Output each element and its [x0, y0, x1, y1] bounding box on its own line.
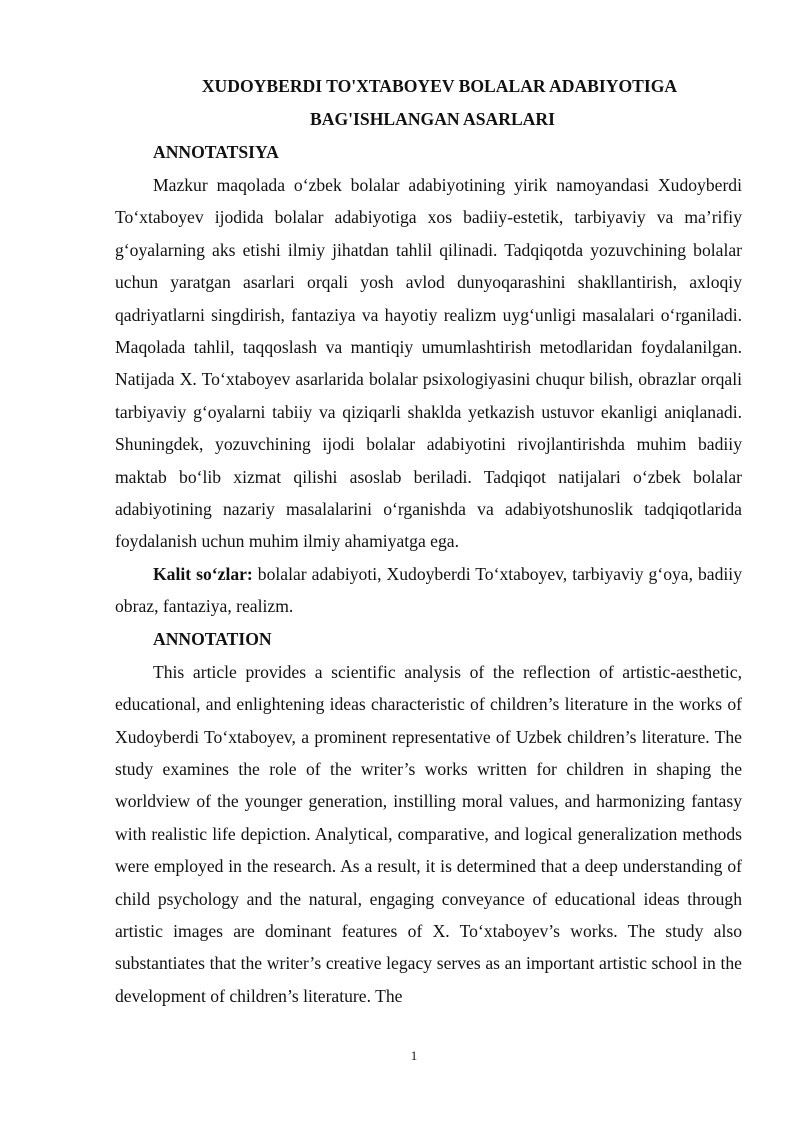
title-line-2: BAG'ISHLANGAN ASARLARI	[310, 109, 555, 129]
annotation-paragraph: This article provides a scientific analysis of the reflection of artistic-aesthetic, educational, and enlightening ideas characteristic of children’s literature in the works of Xudoyberdi To‘xtaboyev, a prominent representative of Uzbek children’s literature. The study examines the role of the writer’s works written for children in shaping the worldview of the younger generation, instilling moral values, and harmonizing fantasy with realistic life depiction. Analytical, comparative, and logical generalization methods were employed in the research. As a result, it is determined that a deep understanding of child psychology and the natural, engaging conveyance of educational ideas through artistic images are dominant features of X. To‘xtaboyev’s works. The study also substantiates that the writer’s creative legacy serves as an important artistic school in the development of children’s literature. The	[115, 661, 742, 1006]
annotatsiya-paragraph: Mazkur maqolada o‘zbek bolalar adabiyotining yirik namoyandasi Xudoyberdi To‘xtaboyev ijodida bolalar adabiyotiga xos badiiy-estetik, tarbiyaviy va ma’rifiy g‘oyalarning aks etishi ilmiy jihatdan tahlil qilinadi. Tadqiqotda yozuvchining bolalar uchun yaratgan asarlari orqali yosh avlod dunyoqarashini shakllantirish, axloqiy qadriyatlarni singdirish, fantaziya va hayotiy realizm uyg‘unligi masalalari o‘rganiladi. Maqolada tahlil, taqqoslash va mantiqiy umumlashtirish metodlaridan foydalanilgan. Natijada X. To‘xtaboyev asarlarida bolalar psixologiyasini chuqur bilish, obrazlar orqali tarbiyaviy g‘oyalarni tabiiy va qiziqarli shaklda yetkazish ustuvor ekanligi aniqlanadi. Shuningdek, yozuvchining ijodi bolalar adabiyotini rivojlantirishda muhim badiiy maktab bo‘lib xizmat qilishi asoslab beriladi. Tadqiqot natijalari o‘zbek bolalar adabiyotining nazariy masalalarini o‘rganishda va adabiyotshunoslik tadqiqotlarida foydalanish uchun muhim ilmiy ahamiyatga ega.	[115, 175, 742, 552]
keywords-text: bolalar adabiyoti, Xudoyberdi To‘xtaboyev, tarbiyaviy g‘oya, badiiy obraz, fantaziya, realizm.	[115, 563, 742, 617]
title-line-1: XUDOYBERDI TO'XTABOYEV BOLALAR ADABIYOTIGA	[201, 76, 678, 96]
keywords-paragraph	[115, 558, 742, 623]
page-number: 1	[410, 1048, 418, 1063]
annotation-heading: ANNOTATION	[153, 628, 272, 649]
page-content	[115, 70, 742, 1012]
keywords-label: Kalit so‘zlar:	[153, 563, 253, 584]
page-title	[115, 70, 742, 136]
annotatsiya-heading: ANNOTATSIYA	[153, 142, 279, 162]
